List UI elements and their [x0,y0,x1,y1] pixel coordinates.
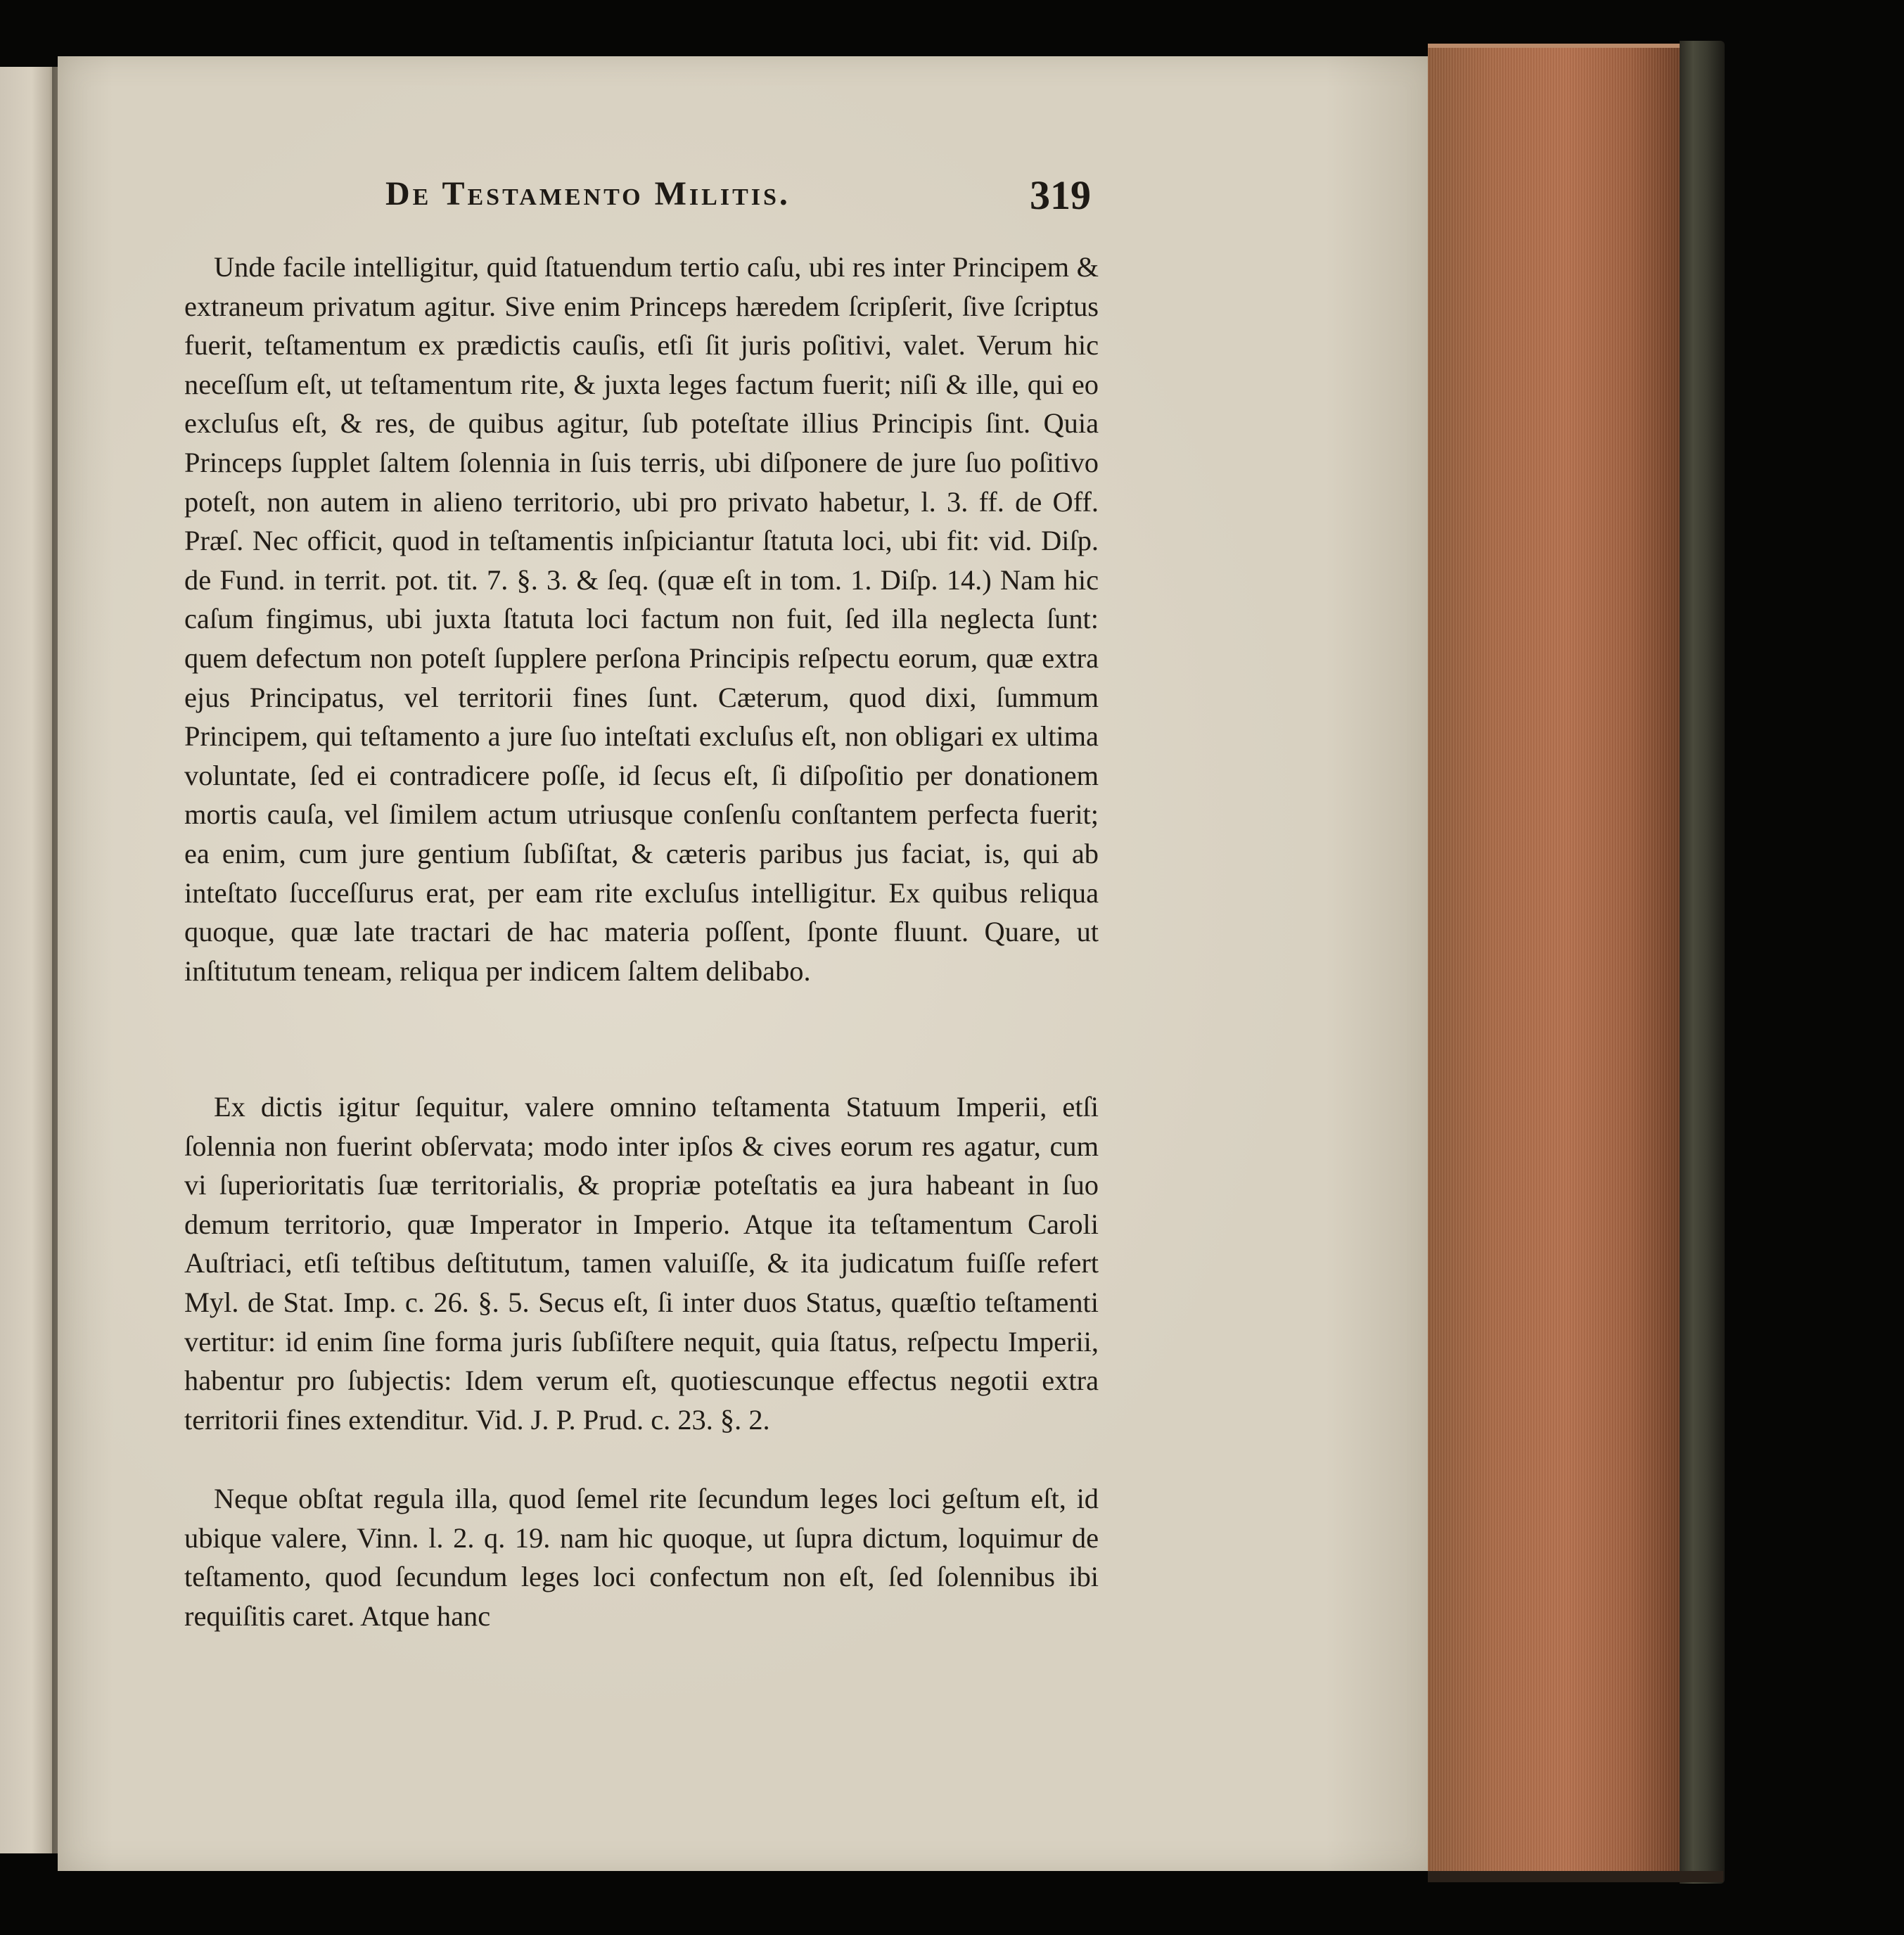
page-number: 319 [1030,172,1091,218]
paragraph-text: Neque obſtat regula illa, quod ſemel rite ſecundum leges loci geſtum eſt, id ubique valere, Vinn. l. 2. q. 19. nam hic quoque, ut ſupra dictum, loquimur de teſtamento, quod ſecundum leges loci confectum non eſt, ſed ſolennibus ibi requiſitis caret. Atque hanc [184,1483,1099,1632]
book-cover-bottom [1428,1871,1723,1882]
page-block-fore-edge [1428,48,1680,1877]
paragraph-text: Unde facile intelligitur, quid ſtatuendum tertio caſu, ubi res inter Principem & extraneum privatum agitur. Sive enim Princeps hæredem ſcripſerit, ſive ſcriptus fuerit, teſtamentum ex prædictis cauſis, etſi ſit juris poſitivi, valet. Verum hic neceſſum eſt, ut teſtamentum rite, & juxta leges factum fuerit; niſi & ille, qui eo excluſus eſt, & res, de quibus agitur, ſub poteſtate illius Principis ſint. Quia Princeps ſupplet ſaltem ſolennia in ſuis terris, ubi diſponere de jure ſuo poſitivo poteſt, non autem in alieno territorio, ubi pro privato habetur, l. 3. ff. de Off. Præſ. Nec officit, quod in teſtamentis inſpiciantur ſtatuta loci, ubi fit: vid. Diſp. de Fund. in territ. pot. tit. 7. §. 3. & ſeq. (quæ eſt in tom. 1. Diſp. 14.) Nam hic caſum fingimus, ubi juxta ſtatuta loci factum non fuit, ſed illa neglecta ſunt: quem defectum non poteſt ſupplere perſona Principis reſpectu eorum, quæ extra ejus Principatus, vel territorii fines ſunt. Cæterum, quod dixi, ſummum Principem, qui teſtamento a jure ſuo inteſtati excluſus eſt, non obligari ex ultima voluntate, ſed ei contradicere poſſe, id ſecus eſt, ſi diſpoſitio per donationem mortis cauſa, vel ſimilem actum utriusque conſenſu conſtantem perfecta fuerit; ea enim, cum jure gentium ſubſiſtat, & cæteris paribus jus faciat, is, qui ab inteſtato ſucceſſurus erat, per eam rite excluſus intelligitur. Ex quibus reliqua quoque, quæ late tractari de hac materia poſſent, ſponte fluunt. Quare, ut inſtitutum teneam, reliqua per indicem ſaltem delibabo. [184,251,1099,987]
paragraph-text: Ex dictis igitur ſequitur, valere omnino teſtamenta Statuum Imperii, etſi ſolennia non fuerint obſervata; modo inter ipſos & cives eorum res agatur, cum vi ſuperioritatis ſuæ territorialis, & propriæ poteſtatis ea jura habeant in ſuo demum territorio, quæ Imperator in Imperio. Atque ita teſtamentum Caroli Auſtriaci, etſi teſtibus deſtitutum, tamen valuiſſe, & ita judicatum fuiſſe refert Myl. de Stat. Imp. c. 26. §. 5. Secus eſt, ſi inter duos Status, quæſtio teſtamenti vertitur: id enim ſine forma juris ſubſiſtere nequit, quia ſtatus, reſpectu Imperii, habentur pro ſubjectis: Idem verum eſt, quotiescunque effectus negotii extra territorii fines extenditur. Vid. J. P. Prud. c. 23. §. 2. [184,1091,1099,1436]
left-page-edge [0,67,58,1853]
book-cover-board [1680,41,1725,1884]
paragraph-1 [184,248,1099,990]
paragraph-3 [184,1479,1099,1635]
running-title: De Testamento Militis. [385,175,791,212]
page-header [385,174,1091,224]
paragraph-2 [184,1087,1099,1439]
